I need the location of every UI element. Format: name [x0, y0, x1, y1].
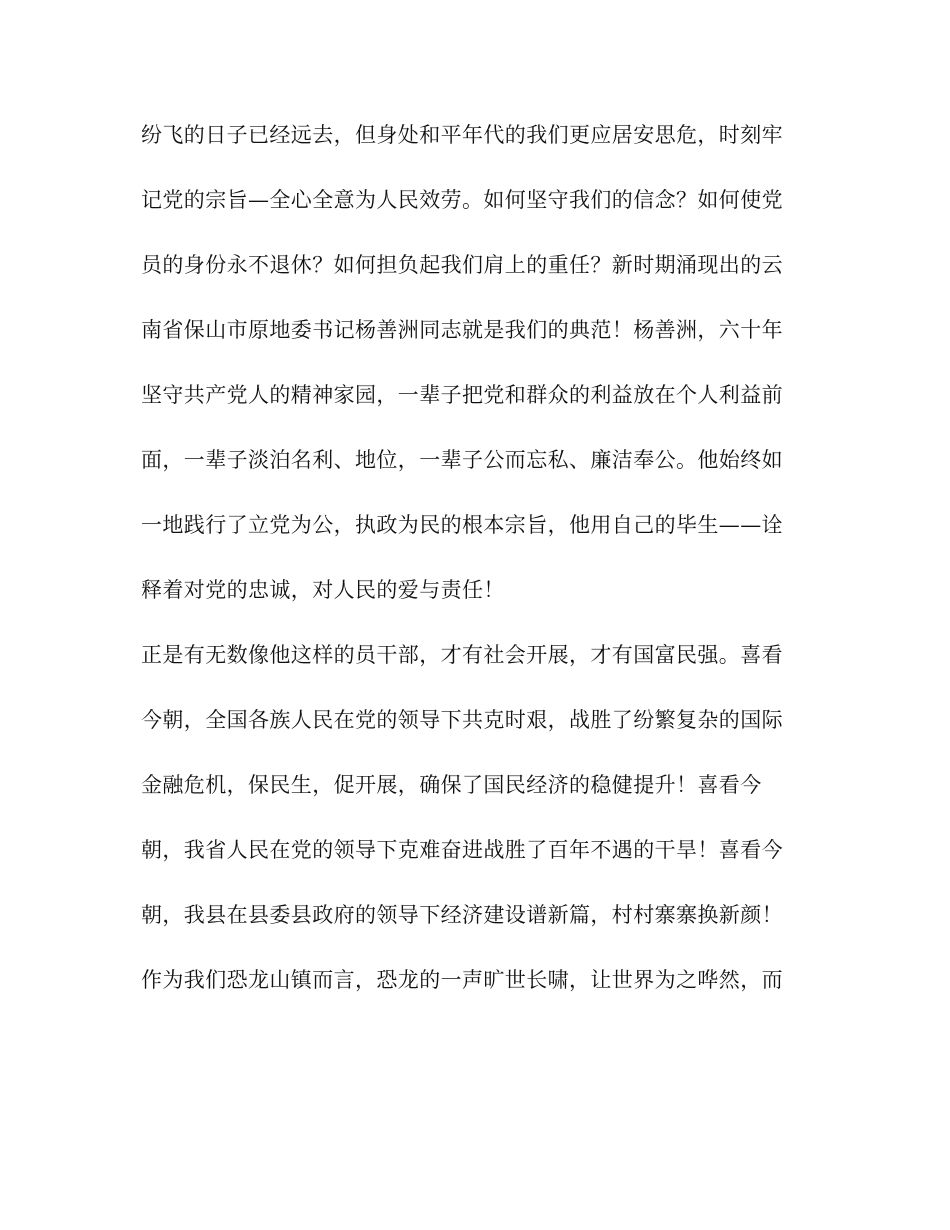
text-line-9: 正是有无数像他这样的员干部，才有社会开展，才有国富民强。喜看 — [141, 643, 783, 667]
text-line-5: 坚守共产党人的精神家园，一辈子把党和群众的利益放在个人利益前 — [141, 383, 783, 407]
text-line-1: 纷飞的日子已经远去，但身处和平年代的我们更应居安思危，时刻牢 — [141, 123, 783, 147]
text-line-13: 朝，我县在县委县政府的领导下经济建设谱新篇，村村寨寨换新颜！ — [141, 903, 783, 927]
text-line-3: 员的身份永不退休？如何担负起我们肩上的重任？新时期涌现出的云 — [141, 253, 783, 277]
text-line-14: 作为我们恐龙山镇而言，恐龙的一声旷世长啸，让世界为之哗然，而 — [141, 968, 783, 992]
text-line-12: 朝，我省人民在党的领导下克难奋进战胜了百年不遇的干旱！喜看今 — [141, 838, 783, 862]
text-line-4: 南省保山市原地委书记杨善洲同志就是我们的典范！杨善洲，六十年 — [141, 318, 783, 342]
text-line-2: 记党的宗旨—全心全意为人民效劳。如何坚守我们的信念？如何使党 — [141, 188, 783, 212]
text-line-10: 今朝，全国各族人民在党的领导下共克时艰，战胜了纷繁复杂的国际 — [141, 708, 783, 732]
text-line-6: 面，一辈子淡泊名利、地位，一辈子公而忘私、廉洁奉公。他始终如 — [141, 448, 783, 472]
text-line-7: 一地践行了立党为公，执政为民的根本宗旨，他用自己的毕生——诠 — [141, 513, 783, 537]
text-line-8: 释着对党的忠诚，对人民的爱与责任！ — [141, 578, 505, 602]
body-text — [141, 115, 801, 1025]
text-line-11: 金融危机，保民生，促开展，确保了国民经济的稳健提升！喜看今 — [141, 773, 762, 797]
